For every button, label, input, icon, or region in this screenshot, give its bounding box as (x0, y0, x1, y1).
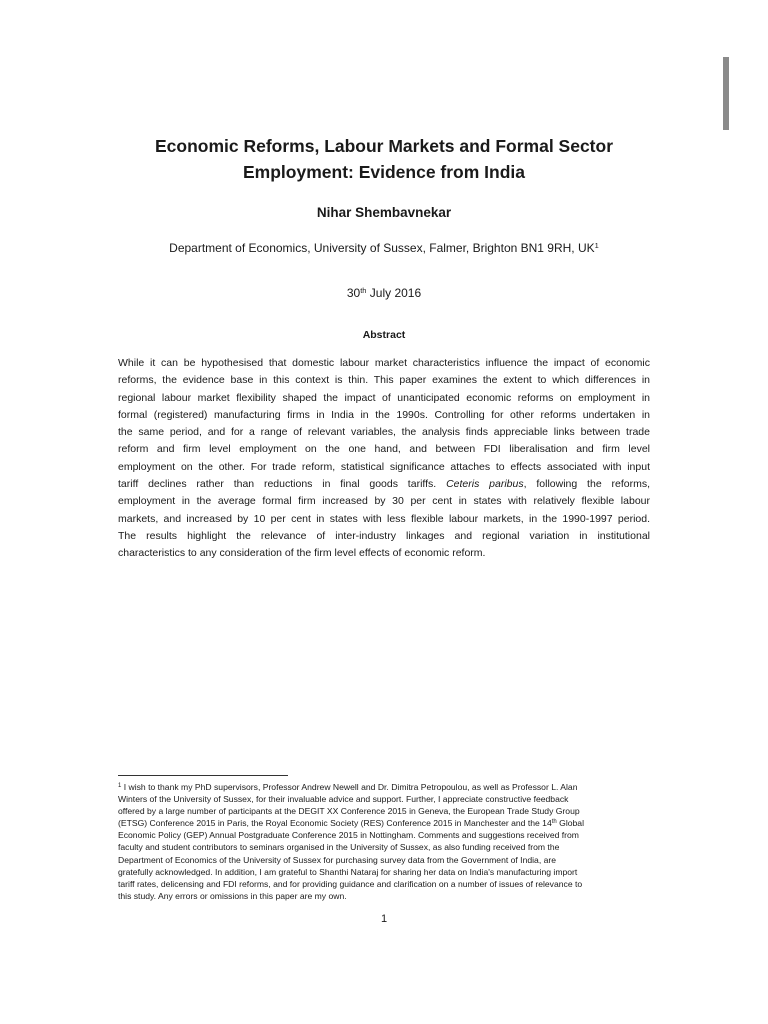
abstract-line: employment on the other. For trade reform, statistical significance attaches to effects associated with input (118, 460, 650, 473)
footnote-line: offered by a large number of participants at the DEGIT XX Conference 2015 in Geneva, the European Trade Study Group (118, 806, 580, 817)
abstract-heading: Abstract (362, 329, 406, 341)
footnote-line-text: I wish to thank my PhD supervisors, Professor Andrew Newell and Dr. Dimitra Petropoulou, as well as Professor L. Alan (123, 782, 578, 792)
affiliation-text: Department of Economics, University of Sussex, Falmer, Brighton BN1 9RH, UK (169, 241, 595, 255)
abstract-italic-phrase: Ceteris paribus (446, 478, 524, 491)
date-ordinal-suffix: th (360, 286, 367, 295)
abstract-line: regional labour market flexibility shaped the impact of unanticipated economic reforms on employment in (118, 391, 650, 404)
scroll-indicator[interactable] (723, 57, 729, 130)
footnote-ordinal-suffix: th (551, 819, 557, 826)
title-line-2: Employment: Evidence from India (243, 162, 525, 182)
footnote-line: this study. Any errors or omissions in this paper are my own. (118, 890, 347, 901)
footnote-line (118, 781, 650, 793)
footnote-line: Economic Policy (GEP) Annual Postgraduate Conference 2015 in Nottingham. Comments and suggestions received from (118, 830, 579, 841)
abstract-line-with-italic (118, 476, 650, 493)
footnote-line: Winters of the University of Sussex, for their invaluable advice and support. Further, I appreciate constructive feedback (118, 794, 569, 805)
date-day: 30 (346, 286, 361, 300)
footnote-reference[interactable]: 1 (594, 241, 599, 250)
abstract-line: characteristics to any consideration of the firm level effects of economic reform. (118, 547, 486, 560)
abstract-line-segment: tariff declines rather than reductions in final goods tariffs. (118, 478, 437, 491)
footnote-mark: 1 (118, 783, 122, 789)
footnote-line: gratefully acknowledged. In addition, I am grateful to Shanthi Nataraj for sharing her data on India's manufacturing import (118, 866, 578, 877)
footnote-line: tariff rates, delicensing and FDI reforms, and for providing guidance and clarification on a number of issues of relevance to (118, 878, 583, 889)
footnote-line: faculty and student contributors to seminars organised in the University of Sussex, as also funding received from the (118, 842, 560, 853)
footnote-separator (118, 775, 288, 776)
abstract-line: employment in the average formal firm increased by 30 per cent in states with relatively flexible labour (118, 495, 650, 508)
footnote-line: Department of Economics of the University of Sussex for purchasing survey data from the Government of India, are (118, 854, 557, 865)
affiliation (60, 240, 708, 256)
abstract-line: formal (registered) manufacturing firms in India in the 1990s. Controlling for other reforms undertaken in (118, 408, 650, 421)
author-name: Nihar Shembavnekar (316, 205, 452, 220)
footnote-line (118, 817, 650, 829)
abstract-line: reform and firm level employment on the one hand, and between FDI liberalisation and firm level (118, 443, 650, 456)
publication-date (100, 285, 668, 301)
footnote-line-text: Global (556, 818, 584, 829)
paper-title (100, 133, 668, 185)
title-line-1: Economic Reforms, Labour Markets and Formal Sector (154, 136, 614, 156)
abstract-line: markets, and increased by 10 per cent in states with less flexible labour markets, in the 1990-1997 period. (118, 512, 650, 525)
abstract-line: the same period, and for a range of relevant variables, the analysis finds appreciable links between trade (118, 426, 650, 439)
abstract-line: While it can be hypothesised that domestic labour market characteristics influence the impact of economic (118, 357, 650, 369)
abstract-body (118, 355, 650, 563)
abstract-line-segment: , following the reforms, (523, 478, 650, 491)
date-rest: July 2016 (366, 286, 422, 300)
page-number: 1 (380, 913, 388, 925)
abstract-line: reforms, the evidence base in this context is thin. This paper examines the extent to which differences in (118, 374, 650, 387)
abstract-line: The results highlight the relevance of inter-industry linkages and regional variation in institutional (118, 529, 650, 542)
footnote-line-text: (ETSG) Conference 2015 in Paris, the Royal Economic Society (RES) Conference 2015 in Manchester and the 14 (118, 818, 552, 829)
footnote (118, 781, 650, 902)
